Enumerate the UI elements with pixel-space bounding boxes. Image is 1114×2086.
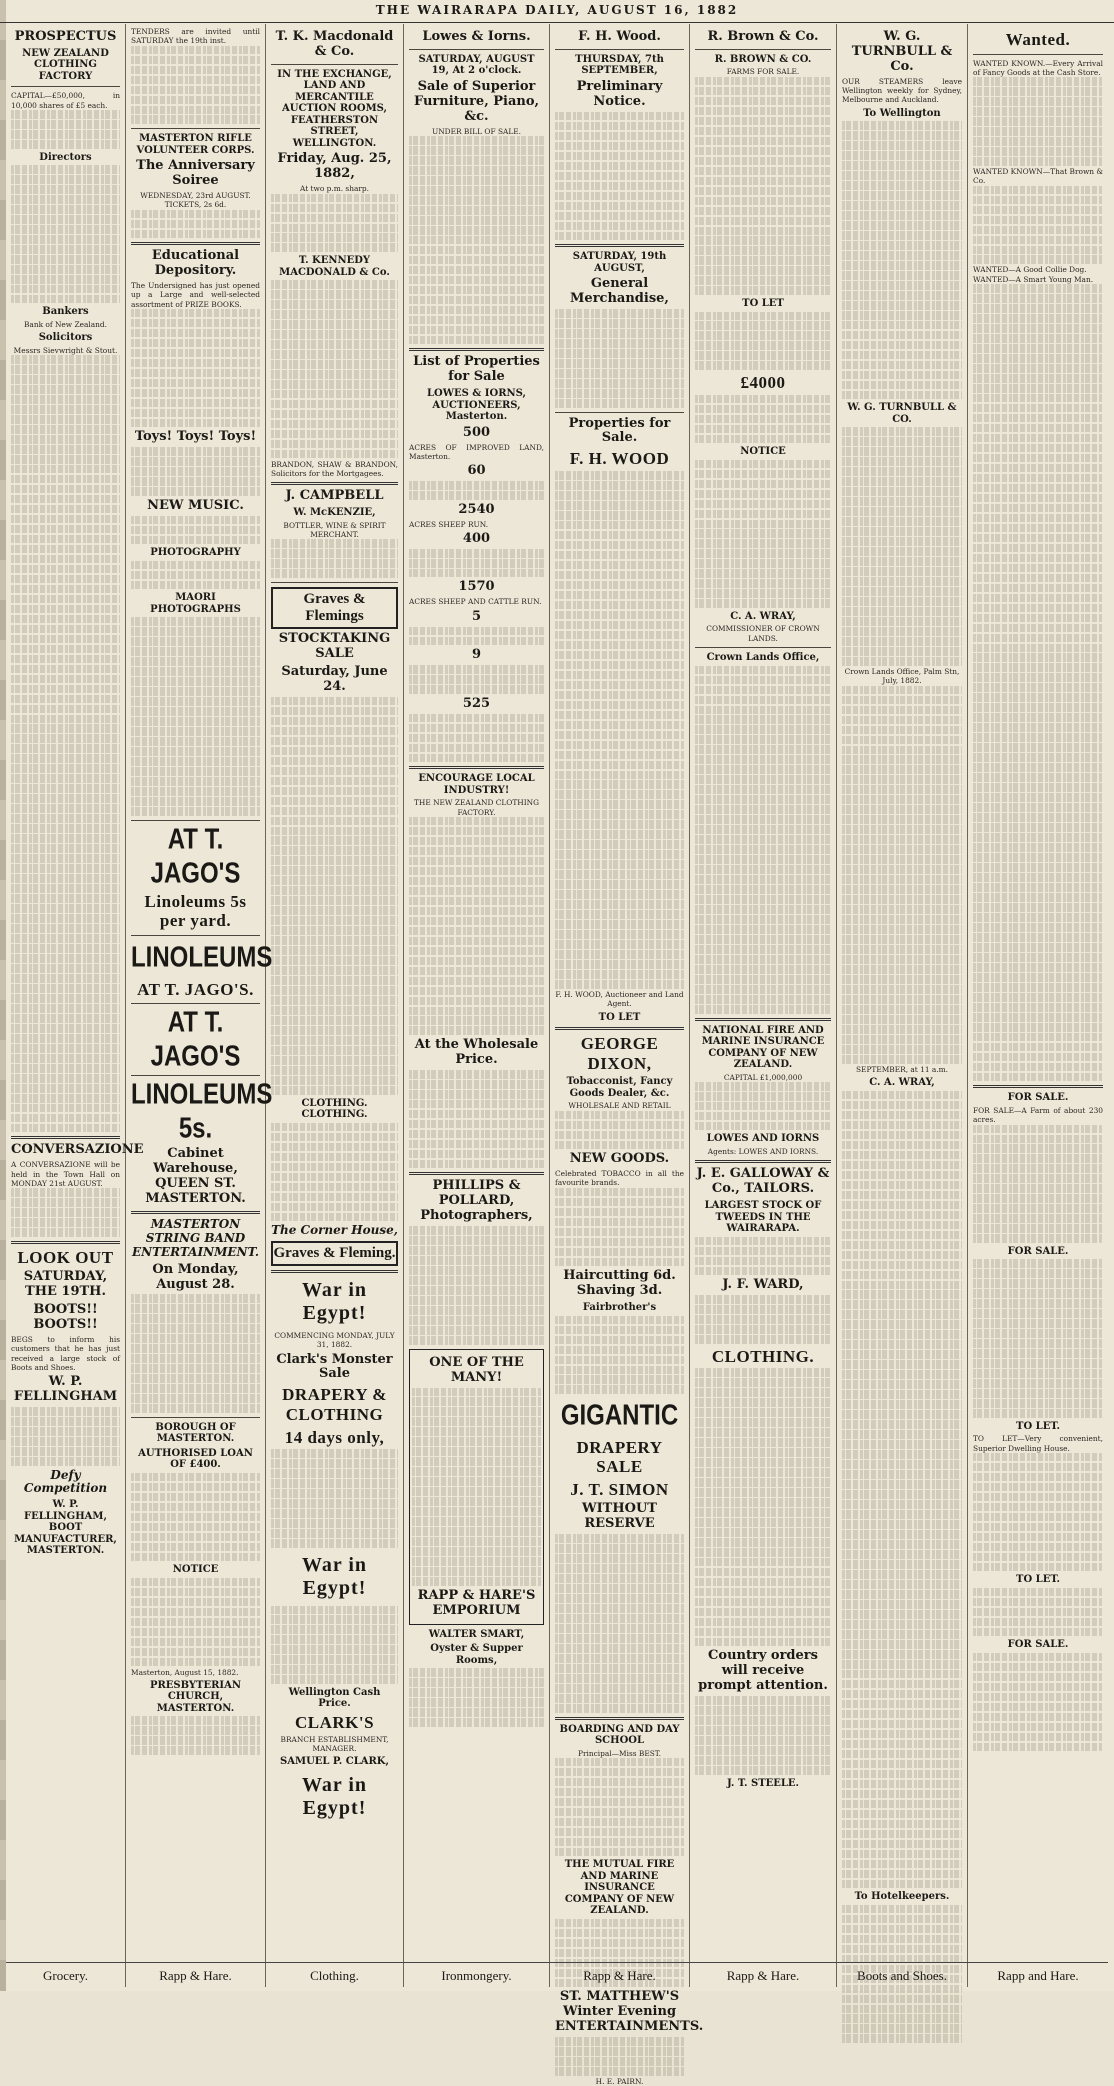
text-block xyxy=(412,1388,541,1586)
column-8-snippet-6: TO LET—Very convenient, Superior Dwelling House. xyxy=(973,1434,1103,1453)
column-3-heading-18: Wellington Cash Price. xyxy=(288,1686,381,1710)
column-4-heading-16: PHILLIPS & POLLARD, Photographers, xyxy=(420,1178,533,1224)
column-1 xyxy=(6,24,144,1962)
column-5-snippet-4: Principal—Miss BEST. xyxy=(578,1748,661,1758)
text-block xyxy=(131,309,260,427)
text-block xyxy=(131,1578,260,1666)
masthead xyxy=(0,0,1114,23)
column-8-heading-1: Wanted. xyxy=(1005,30,1071,49)
column-5-snippet-1: F. H. WOOD, Auctioneer and Land Agent. xyxy=(555,990,684,1009)
column-7-heading-3: W. G. TURNBULL & CO. xyxy=(847,402,957,425)
column-2-snippet-1: TENDERS are invited until SATURDAY the 19th inst. xyxy=(131,27,260,46)
column-5-heading-10: Tobacconist, Fancy Goods Dealer, &c. xyxy=(566,1076,673,1099)
column-3-heading-8: STOCKTAKING SALE xyxy=(278,630,391,661)
column-2-heading-13: LINOLEUMS 5s. xyxy=(131,1078,273,1145)
column-7-heading-2: To Wellington xyxy=(863,107,941,119)
column-4-heading-9: 400 xyxy=(462,530,491,546)
column-3-heading-4: T. KENNEDY MACDONALD & Co. xyxy=(279,255,390,278)
column-5-heading-7: F. H. WOOD xyxy=(569,449,670,469)
column-3-heading-11: The Corner House, xyxy=(271,1223,398,1238)
column-1-heading-1: PROSPECTUS xyxy=(14,29,117,44)
column-4-heading-17: ONE OF THE MANY! xyxy=(429,1354,524,1385)
text-block xyxy=(409,714,544,763)
one-of-the-many-box xyxy=(409,1349,544,1625)
column-7-snippet-2: Crown Lands Office, Palm Stn, July, 1882. xyxy=(844,667,960,686)
column-2-heading-7: MAORI PHOTOGRAPHS xyxy=(150,592,241,615)
text-block xyxy=(409,1668,544,1727)
column-6-heading-4: £4000 xyxy=(740,373,786,393)
column-4-heading-5: LOWES & IORNS, AUCTIONEERS, Masterton. xyxy=(427,388,526,423)
column-4 xyxy=(404,24,550,1962)
column-4-heading-14: ENCOURAGE LOCAL INDUSTRY! xyxy=(418,773,535,796)
column-5-heading-9: GEORGE DIXON, xyxy=(580,1034,659,1073)
text-block xyxy=(973,1259,1103,1417)
column-3-heading-6: W. McKENZIE, xyxy=(293,507,376,519)
column-1-snippet-4: A CONVERSAZIONE will be held in the Town Hall on MONDAY 21st AUGUST. xyxy=(11,1160,120,1188)
column-8-heading-2: FOR SALE. xyxy=(1007,1092,1069,1104)
column-3-heading-9: Saturday, June 24. xyxy=(281,663,388,694)
column-1-heading-2: NEW ZEALAND CLOTHING FACTORY xyxy=(22,47,109,82)
text-block xyxy=(131,1716,260,1755)
footer-label-8: Rapp and Hare. xyxy=(997,1968,1079,1983)
column-3-heading-3: Friday, Aug. 25, 1882, xyxy=(277,151,392,182)
column-8-snippet-1: WANTED KNOWN.—Every Arrival of Fancy Goods at the Cash Store. xyxy=(973,58,1103,77)
footer-label-2: Rapp & Hare. xyxy=(126,1963,266,1987)
column-2-heading-8: AT T. JAGO'S xyxy=(150,823,241,889)
column-1-heading-9: BOOTS!! BOOTS!! xyxy=(33,1302,98,1333)
text-block xyxy=(271,194,398,253)
column-3-heading-16: 14 days only, xyxy=(284,1427,385,1447)
text-block xyxy=(695,460,831,608)
column-4-snippet-3: ACRES SHEEP RUN. xyxy=(409,519,489,529)
text-block xyxy=(11,1188,120,1237)
column-3-heading-17: War in Egypt! xyxy=(301,1553,368,1599)
text-block xyxy=(555,309,684,407)
text-block xyxy=(973,1653,1103,1751)
column-2-heading-1: MASTERTON RIFLE VOLUNTEER CORPS. xyxy=(136,133,255,156)
text-block xyxy=(695,1082,831,1131)
column-6-heading-5: NOTICE xyxy=(740,446,786,458)
column-6-heading-2: R. BROWN & CO. xyxy=(714,53,812,65)
column-3-heading-13: War in Egypt! xyxy=(301,1278,368,1324)
text-block xyxy=(555,1188,684,1266)
column-8 xyxy=(968,24,1108,1962)
footer-label-4: Ironmongery. xyxy=(404,1963,550,1987)
column-1-heading-7: LOOK OUT xyxy=(17,1247,114,1267)
column-3-snippet-2: BRANDON, SHAW & BRANDON, Solicitors for the Mortgagees. xyxy=(271,459,398,479)
column-5-heading-12: Haircutting 6d. Shaving 3d. xyxy=(563,1268,676,1299)
column-1-heading-10: W. P. FELLINGHAM xyxy=(13,1374,118,1405)
column-2-heading-4: Toys! Toys! Toys! xyxy=(134,429,257,445)
column-5-heading-5: General Merchandise, xyxy=(570,276,669,307)
column-6-snippet-2: COMMISSIONER OF CROWN LANDS. xyxy=(706,624,820,643)
column-5-heading-2: THURSDAY, 7th SEPTEMBER, xyxy=(575,53,664,77)
column-2-snippet-4: The Undersigned has just opened up a Large and well-selected assortment of PRIZE BOOKS. xyxy=(131,280,260,309)
column-4-heading-19: WALTER SMART, xyxy=(428,1628,525,1640)
text-block xyxy=(271,1606,398,1684)
column-8-heading-4: TO LET. xyxy=(1016,1420,1060,1432)
column-6-heading-8: NATIONAL FIRE AND MARINE INSURANCE COMPANY OF NEW ZEALAND. xyxy=(701,1024,825,1071)
text-block xyxy=(409,481,544,500)
column-6-snippet-3: CAPITAL £1,000,000 xyxy=(723,1072,803,1082)
column-3-snippet-3: BOTTLER, WINE & SPIRIT MERCHANT. xyxy=(283,520,386,540)
text-block xyxy=(131,1294,260,1412)
column-4-snippet-5: THE NEW ZEALAND CLOTHING FACTORY. xyxy=(413,798,540,817)
column-2-heading-19: NOTICE xyxy=(172,1564,219,1576)
text-block xyxy=(131,516,260,545)
text-block xyxy=(131,1473,260,1561)
text-block xyxy=(973,1125,1103,1243)
text-block xyxy=(842,121,962,399)
footer-label-3: Clothing. xyxy=(266,1963,404,1987)
column-6-heading-11: LARGEST STOCK OF TWEEDS IN THE WAIRARAPA. xyxy=(704,1200,822,1235)
column-4-heading-20: Oyster & Supper Rooms, xyxy=(430,1643,523,1666)
column-5-heading-18: BOARDING AND DAY SCHOOL xyxy=(559,1723,680,1746)
column-6-heading-9: LOWES AND IORNS xyxy=(706,1133,820,1145)
column-3-heading-2: IN THE EXCHANGE, LAND AND MERCANTILE AUCTION ROOMS, FEATHERSTON STREET, WELLINGTON. xyxy=(277,68,392,149)
column-3 xyxy=(266,24,404,1962)
column-2-snippet-2: WEDNESDAY, 23rd AUGUST. xyxy=(140,190,251,200)
column-6-heading-7: Crown Lands Office, xyxy=(706,652,820,664)
text-block xyxy=(695,1237,831,1276)
column-3-heading-15: DRAPERY & CLOTHING xyxy=(282,1385,387,1424)
text-block xyxy=(409,817,544,1035)
text-block xyxy=(409,627,544,646)
column-3-heading-21: War in Egypt! xyxy=(301,1773,368,1819)
text-block xyxy=(555,1534,684,1712)
column-2-heading-5: NEW MUSIC. xyxy=(147,497,244,513)
column-3-heading-7: Graves & Flemings xyxy=(271,587,398,629)
text-block xyxy=(271,539,398,578)
text-block xyxy=(842,427,962,665)
column-8-snippet-3: WANTED—A Good Collie Dog. xyxy=(973,265,1087,275)
column-3-heading-10: CLOTHING. CLOTHING. xyxy=(301,1097,368,1121)
text-block xyxy=(131,561,260,590)
column-5-heading-17: WITHOUT RESERVE xyxy=(582,1501,657,1532)
column-1-snippet-5: BEGS to inform his customers that he has just received a large stock of Boots and Shoes. xyxy=(11,1335,120,1372)
column-6-snippet-1: FARMS FOR SALE. xyxy=(726,67,800,77)
column-2-snippet-3: TICKETS, 2s 6d. xyxy=(164,200,227,210)
column-2-heading-3: Educational Depository. xyxy=(151,248,240,279)
text-block xyxy=(695,1696,831,1774)
text-block xyxy=(695,395,831,444)
text-block xyxy=(555,1758,684,1856)
column-4-heading-10: 1570 xyxy=(458,579,495,595)
text-block xyxy=(409,136,544,344)
footer-label-6: Rapp & Hare. xyxy=(690,1963,837,1987)
column-4-heading-8: 2540 xyxy=(458,501,495,517)
text-block xyxy=(555,112,684,240)
column-1-heading-3: Directors xyxy=(39,151,92,163)
text-block xyxy=(131,210,260,239)
column-5-heading-14: GIGANTIC xyxy=(560,1399,679,1432)
column-5-heading-19: THE MUTUAL FIRE AND MARINE INSURANCE COMPANY OF NEW ZEALAND. xyxy=(564,1859,675,1917)
text-block xyxy=(842,1091,962,1888)
text-block xyxy=(695,312,831,371)
column-8-snippet-5: FOR SALE—A Farm of about 230 acres. xyxy=(973,1105,1103,1125)
column-6-heading-13: CLOTHING. xyxy=(711,1346,815,1366)
column-7-heading-5: To Hotelkeepers. xyxy=(854,1891,950,1903)
text-block xyxy=(11,110,120,149)
column-6-heading-6: C. A. WRAY, xyxy=(730,610,796,622)
column-4-heading-15: At the Wholesale Price. xyxy=(414,1037,539,1067)
column-2-heading-15: MASTERTON STRING BAND ENTERTAINMENT. xyxy=(131,1217,260,1259)
footer-label-7: Boots and Shoes. xyxy=(837,1963,968,1987)
column-2-heading-17: BOROUGH OF MASTERTON. xyxy=(155,1421,236,1445)
column-2-heading-20: PRESBYTERIAN CHURCH, MASTERTON. xyxy=(149,1679,242,1714)
text-block xyxy=(555,2037,684,2076)
column-2-heading-6: PHOTOGRAPHY xyxy=(150,547,241,559)
footer-strip xyxy=(6,1962,1108,1987)
text-block xyxy=(11,355,120,1132)
column-1-heading-11: Defy Competition xyxy=(23,1467,108,1496)
column-1-heading-12: W. P. FELLINGHAM, BOOT MANUFACTURER, MASTERTON. xyxy=(14,1499,117,1557)
text-block xyxy=(271,280,398,458)
column-1-heading-8: SATURDAY, THE 19TH. xyxy=(23,1269,108,1300)
column-1-heading-4: Bankers xyxy=(42,306,89,318)
text-block xyxy=(973,1588,1103,1637)
column-5-snippet-2: WHOLESALE AND RETAIL xyxy=(568,1101,671,1111)
column-3-snippet-4: COMMENCING MONDAY, JULY 31, 1882. xyxy=(274,1330,395,1350)
column-4-heading-3: Sale of Superior Furniture, Piano, &c. xyxy=(413,78,540,124)
text-block xyxy=(131,617,260,815)
column-4-heading-6: 500 xyxy=(462,424,491,440)
column-8-heading-5: TO LET. xyxy=(1016,1574,1060,1586)
column-4-snippet-2: ACRES OF IMPROVED LAND, Masterton. xyxy=(409,442,544,461)
column-3-heading-20: SAMUEL P. CLARK, xyxy=(280,1756,389,1768)
column-2-heading-16: On Monday, August 28. xyxy=(152,1261,239,1292)
text-block xyxy=(11,1407,120,1466)
column-7-snippet-1: OUR STEAMERS leave Wellington weekly for Sydney, Melbourne and Auckland. xyxy=(842,76,962,105)
column-4-heading-1: Lowes & Iorns. xyxy=(422,29,531,44)
column-6-heading-15: J. T. STEELE. xyxy=(726,1777,800,1789)
column-6-heading-14: Country orders will receive prompt attention. xyxy=(698,1648,828,1694)
column-5-snippet-5: H. E. PAIRN. xyxy=(595,2077,644,2086)
column-1-snippet-3: Messrs Sievwright & Stout. xyxy=(13,345,118,355)
column-6-heading-3: TO LET xyxy=(742,298,784,309)
column-6-snippet-4: Agents: LOWES AND IORNS. xyxy=(707,1146,819,1156)
column-5-snippet-3: Celebrated TOBACCO in all the favourite brands. xyxy=(555,1169,684,1188)
text-block xyxy=(131,46,260,124)
text-block xyxy=(409,549,544,578)
column-4-heading-4: List of Properties for Sale xyxy=(413,354,540,385)
column-3-heading-1: T. K. Macdonald & Co. xyxy=(275,29,394,59)
text-block xyxy=(11,165,120,303)
column-4-heading-13: 525 xyxy=(462,695,491,711)
column-2-heading-9: Linoleums 5s per yard. xyxy=(144,891,247,931)
text-block xyxy=(842,686,962,1064)
column-3-heading-14: Clark's Monster Sale xyxy=(276,1351,393,1382)
text-block xyxy=(973,77,1103,165)
column-2-heading-2: The Anniversary Soiree xyxy=(136,158,255,189)
text-block xyxy=(555,1111,684,1150)
text-block xyxy=(409,1226,544,1344)
column-7-heading-1: W. G. TURNBULL & Co. xyxy=(851,29,953,74)
column-7-heading-4: C. A. WRAY, xyxy=(869,1077,935,1089)
column-2-snippet-5: Masterton, August 15, 1882. xyxy=(131,1667,239,1677)
column-5-heading-4: SATURDAY, 19th AUGUST, xyxy=(572,251,667,274)
text-block xyxy=(409,665,544,694)
column-4-heading-18: RAPP & HARE'S EMPORIUM xyxy=(417,1587,536,1618)
column-8-snippet-4: WANTED—A Smart Young Man. xyxy=(973,274,1094,284)
column-2-heading-10: LINOLEUMS xyxy=(131,941,273,974)
column-2-heading-11: AT T. JAGO'S. xyxy=(137,979,254,999)
text-block xyxy=(555,471,684,989)
column-2 xyxy=(126,24,273,1962)
column-3-heading-19: CLARK'S xyxy=(294,1712,375,1732)
column-5-heading-16: J. T. SIMON xyxy=(570,1479,669,1499)
column-7 xyxy=(837,24,968,1962)
column-4-snippet-1: UNDER BILL OF SALE. xyxy=(431,126,522,136)
text-block xyxy=(409,1070,544,1168)
column-3-snippet-5: BRANCH ESTABLISHMENT, MANAGER. xyxy=(280,1734,389,1753)
text-block xyxy=(695,666,831,1014)
column-5-heading-13: Fairbrother's xyxy=(582,1302,657,1314)
column-1-heading-6: CONVERSAZIONE xyxy=(11,1142,144,1158)
column-5-heading-15: DRAPERY SALE xyxy=(576,1437,663,1477)
column-5-heading-1: F. H. Wood. xyxy=(578,29,661,44)
text-block xyxy=(973,186,1103,264)
column-1-snippet-2: Bank of New Zealand. xyxy=(23,319,107,329)
column-7-snippet-3: SEPTEMBER, at 11 a.m. xyxy=(855,1065,948,1074)
text-block xyxy=(973,284,1103,1081)
column-6 xyxy=(690,24,837,1962)
column-2-heading-18: AUTHORISED LOAN OF £400. xyxy=(138,1447,253,1471)
column-8-heading-6: FOR SALE. xyxy=(1007,1639,1069,1651)
column-6-heading-1: R. Brown & Co. xyxy=(707,29,819,44)
column-3-heading-12: Graves & Fleming. xyxy=(271,1241,398,1266)
column-4-snippet-4: ACRES SHEEP AND CATTLE RUN. xyxy=(409,597,542,607)
text-block xyxy=(271,1123,398,1221)
column-8-snippet-2: WANTED KNOWN—That Brown & Co. xyxy=(973,167,1103,186)
text-block xyxy=(695,1295,831,1344)
column-2-heading-12: AT T. JAGO'S xyxy=(150,1006,241,1073)
column-5-heading-6: Properties for Sale. xyxy=(568,415,671,446)
text-block xyxy=(695,1368,831,1646)
column-6-heading-12: J. F. WARD, xyxy=(722,1277,804,1293)
column-3-snippet-1: At two p.m. sharp. xyxy=(300,184,369,194)
column-4-heading-12: 9 xyxy=(471,647,482,663)
column-5-heading-8: TO LET xyxy=(598,1011,641,1023)
column-8-heading-3: FOR SALE. xyxy=(1007,1245,1069,1257)
column-1-snippet-1: CAPITAL—£50,000, in 10,000 shares of £5 each. xyxy=(11,91,120,110)
column-5-heading-11: NEW GOODS. xyxy=(569,1151,670,1167)
text-block xyxy=(973,1453,1103,1571)
column-3-heading-5: J. CAMPBELL xyxy=(285,488,384,504)
column-1-heading-5: Solicitors xyxy=(38,332,93,344)
text-block xyxy=(131,447,260,496)
column-6-heading-10: J. E. GALLOWAY & Co., TAILORS. xyxy=(696,1166,830,1197)
footer-label-1: Grocery. xyxy=(6,1963,126,1987)
text-block xyxy=(555,1316,684,1394)
column-4-heading-7: 60 xyxy=(467,463,486,479)
masthead-title: THE WAIRARAPA DAILY, AUGUST 16, 1882 xyxy=(375,3,739,17)
column-4-heading-2: SATURDAY, AUGUST 19, At 2 o'clock. xyxy=(418,53,535,77)
text-block xyxy=(271,1449,398,1547)
column-2-heading-14: Cabinet Warehouse, QUEEN ST. MASTERTON. xyxy=(145,1146,246,1207)
text-block xyxy=(271,697,398,1095)
column-5-heading-3: Preliminary Notice. xyxy=(576,78,663,109)
text-block xyxy=(695,77,831,295)
column-4-heading-11: 5 xyxy=(471,608,482,624)
column-5-heading-20: ST. MATTHEW'S Winter Evening ENTERTAINMENTS. xyxy=(555,1989,704,2035)
footer-label-5: Rapp & Hare. xyxy=(550,1963,690,1987)
